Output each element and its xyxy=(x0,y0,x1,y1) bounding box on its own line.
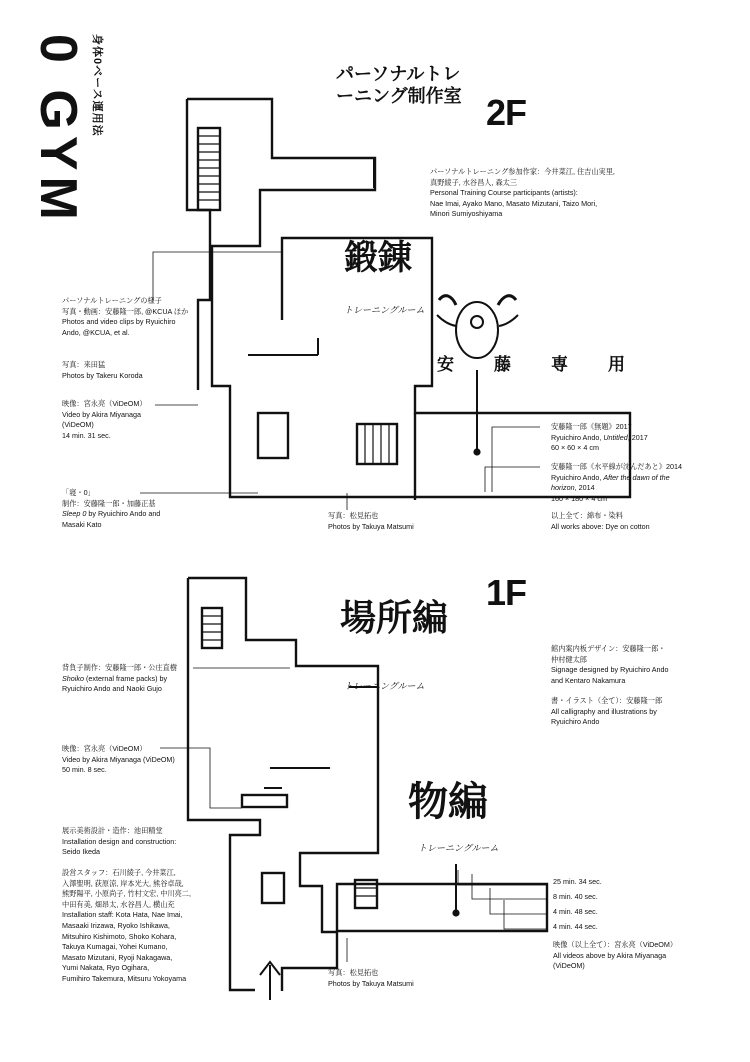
subtitle: 身体0ベース運用法 xyxy=(91,34,103,137)
callig-field-1f-sub: トレーニングルーム xyxy=(344,681,425,691)
caption-photos-clips: パーソナルトレーニングの様子 写真・動画：安藤隆一郎, @KCUA ほか Photos and video clips by Ryuichiro Ando, @KCUA, et al. xyxy=(62,296,189,337)
caption-sleep0: 「寝・0」 制作：安藤隆一郎・加藤正基 Sleep 0 by Ryuichiro Ando and Masaki Kato xyxy=(62,488,161,529)
caption-signage: 館内案内板デザイン：安藤隆一郎・ 仲村健太郎 Signage designed by Ryuichiro Ando and Kentaro Nakamura xyxy=(551,644,669,685)
caption-matsumi-2f: 写真：松見拓也 Photos by Takuya Matsumi xyxy=(328,511,414,531)
caption-matsumi-1f: 写真：松見拓也 Photos by Takuya Matsumi xyxy=(328,968,414,988)
callig-training-2f-sub: トレーニングルーム xyxy=(344,305,425,315)
caption-shoiko: 背負子制作：安藤隆一郎・公庄直樹 Shoiko (external frame packs) by Ryuichiro Ando and Naoki Gujo xyxy=(62,663,178,694)
leader-duration-2 xyxy=(472,874,548,899)
plan-2f-box-1 xyxy=(258,413,288,458)
caption-calligraphy-credit: 書・イラスト（全て）：安藤隆一郎 All calligraphy and illustrations by Ryuichiro Ando xyxy=(551,696,663,727)
duration-3: 4 min. 48 sec. xyxy=(553,907,598,916)
plan-1f-box xyxy=(262,873,284,903)
duration-1: 25 min. 34 sec. xyxy=(553,877,602,886)
callig-training-2f: 鍛錬 xyxy=(344,238,412,278)
callig-objects-1f-sub: トレーニングルーム xyxy=(418,843,499,853)
callig-personal-training-room: パーソナルトレーニング制作室 xyxy=(336,64,462,107)
caption-staff: 設営スタッフ：石川綾子, 今井菜江, 入澤聖明, 荻原涼, 岸本光大, 熊谷卓哉, 熊野陽平, 小原尚子, 竹村文宏, 中川亮二, 中田有美, 畑昂太, 水谷昌人, 横山充 Installation staff: Kota Hata, Nae Imai, Masaaki Irizawa, Ryoko Ishikawa, Mitsuhiro Kishimoto, Shoko Kohara, Takuya Kumagai, Yohei Kumano, Masato Mizutani, Ryoji Nakagawa, Yumi Nakata, Ryo Ogihara, Fumihiro Takemura, Mitsuru Yokoyama xyxy=(62,868,191,983)
floor-label-1f: 1F xyxy=(486,572,527,613)
leader-duration-4 xyxy=(504,900,548,929)
leader-afterdawn xyxy=(485,467,540,492)
caption-video-1f: 映像：宮永亮（ViDeOM） Video by Akira Miyanaga (ViDeOM) 50 min. 8 sec. xyxy=(62,744,175,775)
leader-photos-clips xyxy=(153,252,282,300)
leader-duration-3 xyxy=(490,888,548,914)
caption-all-videos: 映像（以上全て）：宮永亮（ViDeOM） All videos above by Akira Miyanaga (ViDeOM) xyxy=(553,940,678,971)
plan-1f-stairs xyxy=(202,608,222,648)
caption-untitled: 安藤隆一郎《無題》2017 Ryuichiro Ando, Untitled, 2017 60 × 60 × 4 cm xyxy=(551,422,648,453)
plan-2f-stair-core xyxy=(357,424,397,464)
callig-ando-exclusive: 安藤専用 xyxy=(437,355,665,375)
ando-face-illustration xyxy=(437,296,518,358)
caption-installation: 展示美術設計・造作：池田精堂 Installation design and construction: Seido Ikeda xyxy=(62,826,177,857)
title-main: 0 GYM xyxy=(29,34,87,226)
callig-objects-1f: 物編 xyxy=(408,778,488,825)
caption-photos-koroda: 写真：来田猛 Photos by Takeru Koroda xyxy=(62,360,143,380)
caption-all-works: 以上全て：綿布・染料 All works above: Dye on cotton xyxy=(551,511,650,531)
duration-2: 8 min. 40 sec. xyxy=(553,892,598,901)
plan-2f-stairs xyxy=(198,128,220,210)
leader-duration-1 xyxy=(458,870,548,885)
floor-label-2f: 2F xyxy=(486,92,527,133)
caption-after-dawn: 安藤隆一郎《水平線が沈んだあと》2014 Ryuichiro Ando, After the dawn of the horizon, 2014 160 × 180 × 4 cm xyxy=(551,462,682,503)
duration-4: 4 min. 44 sec. xyxy=(553,922,598,931)
caption-participants: パーソナルトレーニング参加作家：今井菜江, 住吉山実里, 真野綾子, 水谷昌人, 森太三 Personal Training Course participants (artists): Nae Imai, Ayako Mano, Masato Mizutani, Taizo Mori, Minori Sumiyoshiyama xyxy=(430,167,615,219)
plan-1f-bench xyxy=(242,795,287,807)
callig-field-1f: 場所編 xyxy=(340,597,449,639)
leader-untitled xyxy=(492,427,540,492)
caption-video-2f: 映像：宮永亮（ViDeOM） Video by Akira Miyanaga (ViDeOM) 14 min. 31 sec. xyxy=(62,399,147,440)
